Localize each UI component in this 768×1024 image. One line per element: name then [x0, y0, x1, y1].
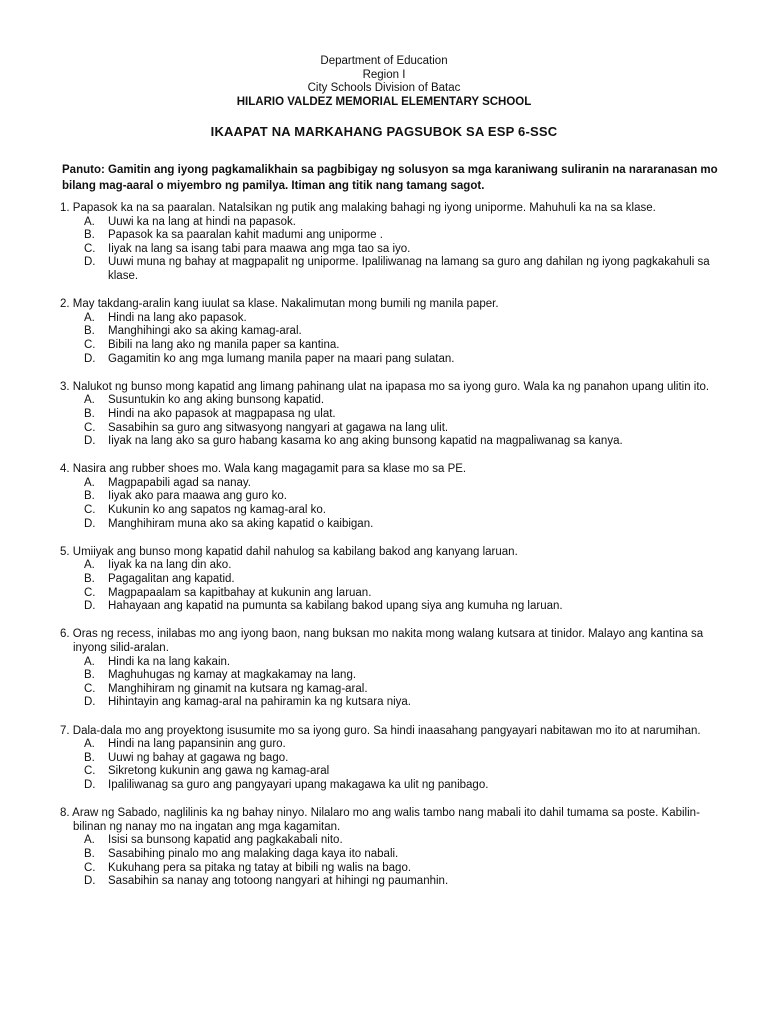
answer-options: [60, 738, 720, 792]
answer-option[interactable]: [60, 573, 720, 587]
option-text: Hindi ka na lang kakain.: [108, 655, 231, 668]
option-letter: C.: [84, 421, 96, 434]
option-text: Magpapabili agad sa nanay.: [108, 476, 252, 489]
option-text: Uuwi muna ng bahay at magpapalit ng uniporme. Ipaliliwanag na lamang sa guro ang dahilan ng iyong pagkakahuli sa klase.: [108, 256, 710, 282]
answer-option[interactable]: [60, 738, 720, 752]
answer-options: [60, 394, 720, 448]
option-text: Ipaliliwanag sa guro ang pangyayari upang makagawa ka ulit ng panibago.: [108, 778, 489, 791]
option-letter: A.: [84, 559, 95, 572]
question-item: [60, 807, 720, 889]
option-letter: A.: [84, 394, 95, 407]
option-letter: D.: [84, 435, 96, 448]
option-text: Maghuhugas ng kamay at magkakamay na lang.: [108, 669, 357, 682]
option-letter: B.: [84, 490, 95, 503]
option-letter: B.: [84, 229, 95, 242]
option-letter: B.: [84, 751, 95, 764]
question-list: [60, 202, 720, 903]
question-stem: 1. Papasok ka na sa paaralan. Natalsikan ng putik ang malaking bahagi ng iyong uniporme. Mahuhuli ka na sa klase.: [60, 202, 656, 214]
answer-option[interactable]: [60, 504, 720, 518]
answer-option[interactable]: [60, 696, 720, 710]
answer-option[interactable]: [60, 875, 720, 889]
instructions: Panuto: Gamitin ang iyong pagkamalikhain sa pagbibigay ng solusyon sa mga karaniwang suliranin na nararanasan mo bilang mag-aaral o miyembro ng pamilya. Itiman ang titik nang tamang sagot.: [62, 164, 718, 192]
answer-option[interactable]: [60, 862, 720, 876]
option-text: Uuwi ng bahay at gagawa ng bago.: [108, 751, 289, 764]
question-item: [60, 628, 720, 710]
answer-option[interactable]: [60, 669, 720, 683]
answer-option[interactable]: [60, 243, 720, 257]
option-text: Hihintayin ang kamag-aral na pahiramin ka ng kutsara niya.: [108, 696, 411, 709]
option-letter: B.: [84, 325, 95, 338]
option-letter: A.: [84, 834, 95, 847]
answer-option[interactable]: [60, 312, 720, 326]
option-text: Sasabihin sa guro ang sitwasyong nangyari at gagawa na lang ulit.: [108, 421, 449, 434]
answer-option[interactable]: [60, 559, 720, 573]
option-letter: D.: [84, 352, 96, 365]
option-letter: D.: [84, 256, 96, 269]
division-line: City Schools Division of Batac: [307, 82, 461, 94]
option-text: Iiyak na lang ako sa guro habang kasama ko ang aking bunsong kapatid na magpaliwanag sa kanya.: [108, 435, 623, 448]
answer-option[interactable]: [60, 600, 720, 614]
exam-title: IKAAPAT NA MARKAHANG PAGSUBOK SA ESP 6-SSC: [210, 124, 558, 139]
question-stem: 2. May takdang-aralin kang iuulat sa klase. Nakalimutan mong bumili ng manila paper.: [60, 298, 499, 311]
option-text: Hindi na lang ako papasok.: [108, 311, 247, 324]
question-item: [60, 463, 720, 531]
answer-options: [60, 477, 720, 531]
document-header: [0, 55, 768, 109]
answer-option[interactable]: [60, 656, 720, 670]
option-letter: A.: [84, 311, 95, 324]
option-letter: C.: [84, 682, 96, 695]
answer-options: [60, 216, 720, 284]
option-text: Kukunin ko ang sapatos ng kamag-aral ko.: [108, 504, 326, 517]
answer-option[interactable]: [60, 518, 720, 532]
answer-options: [60, 656, 720, 710]
answer-option[interactable]: [60, 325, 720, 339]
option-letter: D.: [84, 875, 96, 888]
option-letter: C.: [84, 504, 96, 517]
answer-option[interactable]: [60, 339, 720, 353]
option-text: Gagamitin ko ang mga lumang manila paper na maari pang sulatan.: [108, 352, 455, 365]
answer-option[interactable]: [60, 779, 720, 793]
question-stem: 5. Umiiyak ang bunso mong kapatid dahil nahulog sa kabilang bakod ang kanyang laruan.: [60, 545, 518, 558]
option-text: Sikretong kukunin ang gawa ng kamag-aral: [108, 765, 330, 778]
option-letter: D.: [84, 600, 96, 613]
option-letter: A.: [84, 738, 95, 751]
option-letter: A.: [84, 655, 95, 668]
answer-option[interactable]: [60, 353, 720, 367]
option-text: Papasok ka sa paaralan kahit madumi ang uniporme .: [108, 229, 383, 242]
option-letter: B.: [84, 847, 95, 860]
answer-option[interactable]: [60, 490, 720, 504]
option-text: Manghihiram muna ako sa aking kapatid o kaibigan.: [108, 517, 374, 530]
answer-options: [60, 834, 720, 888]
option-text: Isisi sa bunsong kapatid ang pagkakabali nito.: [108, 834, 343, 847]
option-text: Sasabihin sa nanay ang totoong nangyari at hihingi ng paumanhin.: [108, 875, 449, 888]
answer-options: [60, 312, 720, 366]
option-text: Iiyak ako para maawa ang guro ko.: [108, 490, 287, 503]
option-text: Manghihingi ako sa aking kamag-aral.: [108, 325, 302, 338]
answer-options: [60, 559, 720, 613]
option-text: Iiyak na lang sa isang tabi para maawa ang mga tao sa iyo.: [108, 242, 411, 255]
question-stem: 7. Dala-dala mo ang proyektong isusumite mo sa iyong guro. Sa hindi inaasahang pangyayari nabitawan mo ito at narumihan.: [60, 724, 701, 737]
option-text: Manghihiram ng ginamit na kutsara ng kamag-aral.: [108, 682, 368, 695]
option-letter: C.: [84, 765, 96, 778]
question-item: [60, 546, 720, 614]
answer-option[interactable]: [60, 435, 720, 449]
question-stem: 8. Araw ng Sabado, naglilinis ka ng bahay ninyo. Nilalaro mo ang walis tambo nang mabali ito dahil tumama sa poste. Kabilin-bilinan ng nanay mo na ingatan ang mga kagamitan.: [60, 807, 700, 833]
answer-option[interactable]: [60, 256, 720, 283]
answer-option[interactable]: [60, 422, 720, 436]
option-letter: C.: [84, 586, 96, 599]
answer-option[interactable]: [60, 765, 720, 779]
option-letter: B.: [84, 669, 95, 682]
option-letter: D.: [84, 696, 96, 709]
question-stem: 4. Nasira ang rubber shoes mo. Wala kang magagamit para sa klase mo sa PE.: [60, 463, 467, 476]
question-stem: 6. Oras ng recess, inilabas mo ang iyong baon, nang buksan mo nakita mong walang kutsara at tinidor. Malayo ang kantina sa inyong silid-aralan.: [60, 628, 704, 654]
answer-option[interactable]: [60, 752, 720, 766]
option-letter: C.: [84, 242, 96, 255]
option-letter: A.: [84, 215, 95, 228]
option-text: Bibili na lang ako ng manila paper sa kantina.: [108, 338, 340, 351]
option-letter: B.: [84, 407, 95, 420]
department-line: Department of Education: [320, 55, 448, 67]
answer-option[interactable]: [60, 683, 720, 697]
option-text: Sasabihing pinalo mo ang malaking daga kaya ito nabali.: [108, 847, 399, 860]
school-name: HILARIO VALDEZ MEMORIAL ELEMENTARY SCHOOL: [236, 95, 532, 108]
answer-option[interactable]: [60, 587, 720, 601]
option-text: Hahayaan ang kapatid na pumunta sa kabilang bakod upang siya ang kumuha ng laruan.: [108, 600, 563, 613]
answer-option[interactable]: [60, 216, 720, 230]
option-letter: B.: [84, 573, 95, 586]
answer-option[interactable]: [60, 394, 720, 408]
answer-option[interactable]: [60, 848, 720, 862]
question-item: [60, 298, 720, 366]
region-line: Region I: [362, 68, 406, 81]
question-item: [60, 202, 720, 284]
option-letter: C.: [84, 338, 96, 351]
option-text: Pagagalitan ang kapatid.: [108, 573, 235, 586]
answer-option[interactable]: [60, 408, 720, 422]
answer-option[interactable]: [60, 477, 720, 491]
option-text: Susuntukin ko ang aking bunsong kapatid.: [108, 394, 325, 407]
question-item: [60, 381, 720, 449]
option-text: Magpapaalam sa kapitbahay at kukunin ang laruan.: [108, 586, 372, 599]
option-letter: A.: [84, 476, 95, 489]
option-text: Hindi na ako papasok at magpapasa ng ulat.: [108, 407, 336, 420]
option-text: Kukuhang pera sa pitaka ng tatay at bibili ng walis na bago.: [108, 861, 412, 874]
question-item: [60, 725, 720, 793]
option-text: Iiyak ka na lang din ako.: [108, 559, 232, 572]
option-letter: D.: [84, 517, 96, 530]
option-text: Hindi na lang papansinin ang guro.: [108, 738, 286, 751]
option-letter: D.: [84, 778, 96, 791]
option-text: Uuwi ka na lang at hindi na papasok.: [108, 215, 296, 228]
question-stem: 3. Nalukot ng bunso mong kapatid ang limang pahinang ulat na ipapasa mo sa iyong guro. Wala ka ng panahon upang ulitin ito.: [60, 380, 710, 393]
option-letter: C.: [84, 861, 96, 874]
answer-option[interactable]: [60, 834, 720, 848]
answer-option[interactable]: [60, 229, 720, 243]
